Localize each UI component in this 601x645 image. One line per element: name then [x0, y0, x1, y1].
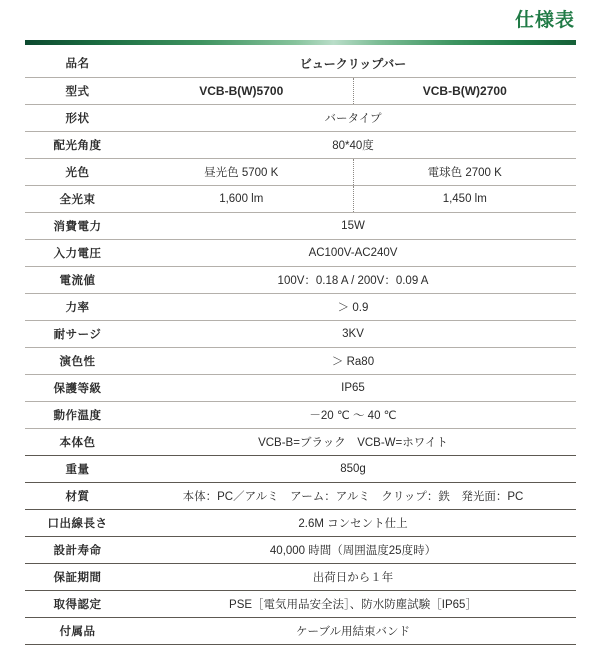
row-label: 型式 — [25, 77, 130, 104]
table-row — [25, 104, 576, 131]
table-row — [25, 455, 576, 482]
row-value: IP65 — [130, 374, 576, 401]
table-row — [25, 617, 576, 644]
row-label: 保証期間 — [25, 563, 130, 590]
row-value: ＞ Ra80 — [130, 347, 576, 374]
table-row — [25, 590, 576, 617]
row-value: バータイプ — [130, 104, 576, 131]
row-value: 40,000 時間（周囲温度25度時） — [130, 536, 576, 563]
row-label: 電流値 — [25, 266, 130, 293]
row-label: 配光角度 — [25, 131, 130, 158]
row-value: VCB-B=ブラック VCB-W=ホワイト — [130, 428, 576, 455]
row-label: 本体色 — [25, 428, 130, 455]
row-value: －20 ℃ ～ 40 ℃ — [130, 401, 576, 428]
row-value-right: 1,450 lm — [353, 185, 576, 212]
row-label: 力率 — [25, 293, 130, 320]
table-row — [25, 320, 576, 347]
row-value-left: VCB-B(W)5700 — [130, 77, 353, 104]
table-row — [25, 563, 576, 590]
row-value: 本体：PC／アルミ アーム：アルミ クリップ：鉄 発光面：PC — [130, 482, 576, 509]
row-value: AC100V-AC240V — [130, 239, 576, 266]
row-label: 耐サージ — [25, 320, 130, 347]
row-value: 2.6M コンセント仕上 — [130, 509, 576, 536]
table-row — [25, 347, 576, 374]
row-value: 100V：0.18 A / 200V：0.09 A — [130, 266, 576, 293]
row-value: 15W — [130, 212, 576, 239]
row-value-left: 昼光色 5700 K — [130, 158, 353, 185]
table-row — [25, 428, 576, 455]
row-label: 重量 — [25, 455, 130, 482]
table-row — [25, 266, 576, 293]
row-label: 取得認定 — [25, 590, 130, 617]
table-row — [25, 509, 576, 536]
row-value: ビュークリップバー — [130, 50, 576, 77]
table-row — [25, 77, 576, 104]
row-label: 光色 — [25, 158, 130, 185]
row-value-right: VCB-B(W)2700 — [353, 77, 576, 104]
row-value: ＞ 0.9 — [130, 293, 576, 320]
table-row — [25, 293, 576, 320]
row-label: 動作温度 — [25, 401, 130, 428]
row-label: 入力電圧 — [25, 239, 130, 266]
header-gradient-rule — [25, 40, 576, 45]
row-label: 付属品 — [25, 617, 130, 644]
table-row — [25, 212, 576, 239]
row-label: 演色性 — [25, 347, 130, 374]
row-label: 消費電力 — [25, 212, 130, 239]
table-row — [25, 482, 576, 509]
table-row — [25, 131, 576, 158]
row-label: 保護等級 — [25, 374, 130, 401]
row-value: ケーブル用結束バンド — [130, 617, 576, 644]
row-value: 出荷日から１年 — [130, 563, 576, 590]
row-value-right: 電球色 2700 K — [353, 158, 576, 185]
table-row — [25, 401, 576, 428]
table-row — [25, 374, 576, 401]
row-value-left: 1,600 lm — [130, 185, 353, 212]
row-label: 全光束 — [25, 185, 130, 212]
table-row — [25, 536, 576, 563]
row-value: 3KV — [130, 320, 576, 347]
table-row — [25, 50, 576, 77]
row-label: 設計寿命 — [25, 536, 130, 563]
specification-table — [25, 50, 576, 645]
page-header — [0, 0, 601, 44]
row-value: 850g — [130, 455, 576, 482]
row-label: 品名 — [25, 50, 130, 77]
table-row — [25, 185, 576, 212]
row-value: PSE［電気用品安全法］、防水防塵試験［IP65］ — [130, 590, 576, 617]
row-value: 80*40度 — [130, 131, 576, 158]
row-label: 材質 — [25, 482, 130, 509]
row-label: 形状 — [25, 104, 130, 131]
table-row — [25, 158, 576, 185]
table-row — [25, 239, 576, 266]
row-label: 口出線長さ — [25, 509, 130, 536]
page-title: 仕様表 — [514, 10, 575, 31]
